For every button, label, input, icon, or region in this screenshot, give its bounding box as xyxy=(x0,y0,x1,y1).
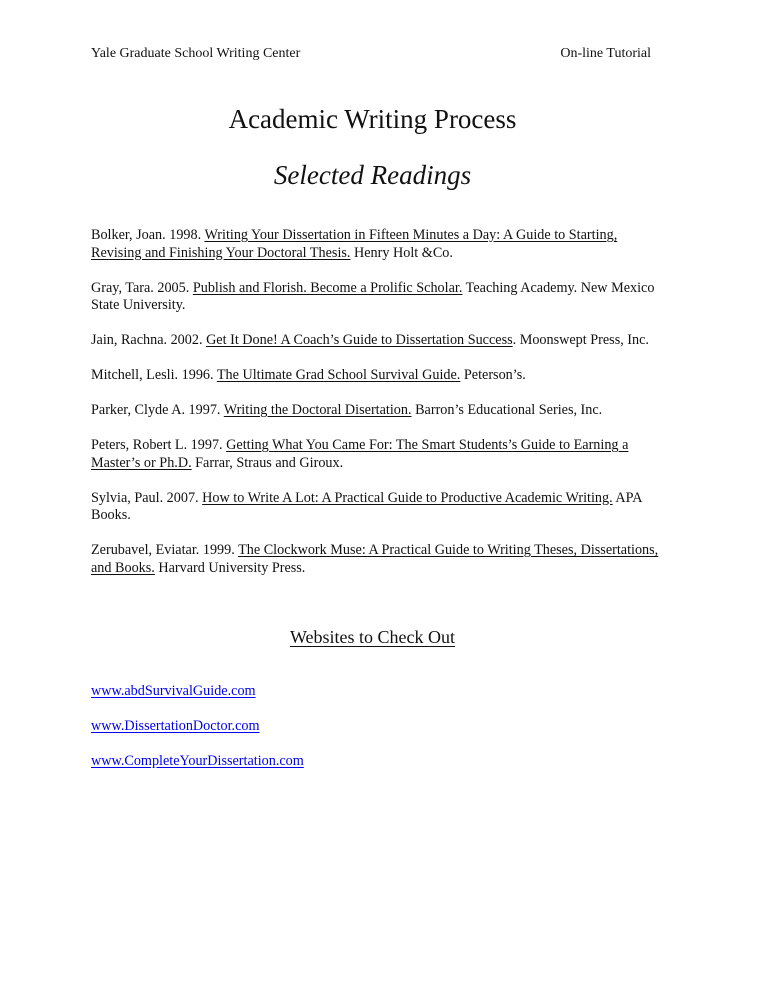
page-subtitle: Selected Readings xyxy=(273,160,472,190)
reference-author-year: Peters, Robert L. 1997. xyxy=(91,437,227,453)
reference-publisher: Barron’s Educational Series, Inc. xyxy=(411,402,603,418)
header-institution: Yale Graduate School Writing Center xyxy=(91,46,301,61)
reference-author-year: Zerubavel, Eviatar. 1999. xyxy=(91,542,239,558)
reference-title: Writing Your Dissertation in Fifteen Minutes a Day: A Guide to Starting, Revising and Finishing Your Doctoral Thesis. xyxy=(91,227,618,261)
reference-list xyxy=(91,227,663,595)
reference-publisher: . Moonswept Press, Inc. xyxy=(512,332,649,348)
reference-title: The Clockwork Muse: A Practical Guide to Writing Theses, Dissertations, and Books. xyxy=(91,542,659,576)
reference-publisher: Henry Holt &Co. xyxy=(350,244,453,261)
reference-author-year: Sylvia, Paul. 2007. xyxy=(91,489,203,506)
website-link[interactable]: www.CompleteYourDissertation.com xyxy=(91,753,304,769)
header-label: On-line Tutorial xyxy=(560,46,651,61)
websites-heading: Websites to Check Out xyxy=(289,627,456,647)
reference-title: Publish and Florish. Become a Prolific Scholar. xyxy=(192,279,463,296)
reference-item xyxy=(91,332,663,350)
page-title: Academic Writing Process xyxy=(228,104,517,134)
reference-item xyxy=(91,437,663,472)
reference-author-year: Mitchell, Lesli. 1996. xyxy=(91,367,217,383)
reference-author-year: Bolker, Joan. 1998. xyxy=(91,227,205,243)
reference-publisher: Peterson’s. xyxy=(460,367,526,383)
reference-publisher: Farrar, Straus and Giroux. xyxy=(191,454,344,471)
reference-title: The Ultimate Grad School Survival Guide. xyxy=(216,367,461,383)
reference-author-year: Gray, Tara. 2005. xyxy=(91,279,193,296)
reference-title: Getting What You Came For: The Smart Students’s Guide to Earning a Master’s or Ph.D. xyxy=(91,437,629,471)
reference-title: Get It Done! A Coach’s Guide to Dissertation Success xyxy=(206,332,513,348)
reference-publisher: Teaching Academy. New Mexico State University. xyxy=(91,279,655,313)
reference-item xyxy=(91,542,663,577)
reference-item xyxy=(91,490,663,525)
website-link[interactable]: www.abdSurvivalGuide.com xyxy=(91,683,256,699)
reference-item xyxy=(91,227,663,262)
reference-publisher: Harvard University Press. xyxy=(154,559,306,576)
reference-title: How to Write A Lot: A Practical Guide to Productive Academic Writing. xyxy=(202,489,613,506)
reference-author-year: Parker, Clyde A. 1997. xyxy=(91,402,224,418)
website-link[interactable]: www.DissertationDoctor.com xyxy=(91,718,260,734)
reference-author-year: Jain, Rachna. 2002. xyxy=(91,332,207,348)
reference-item xyxy=(91,280,663,315)
website-list xyxy=(91,683,304,788)
reference-item xyxy=(91,367,663,385)
reference-publisher: APA Books. xyxy=(91,489,642,523)
reference-item xyxy=(91,402,663,420)
reference-title: Writing the Doctoral Disertation. xyxy=(223,402,412,418)
